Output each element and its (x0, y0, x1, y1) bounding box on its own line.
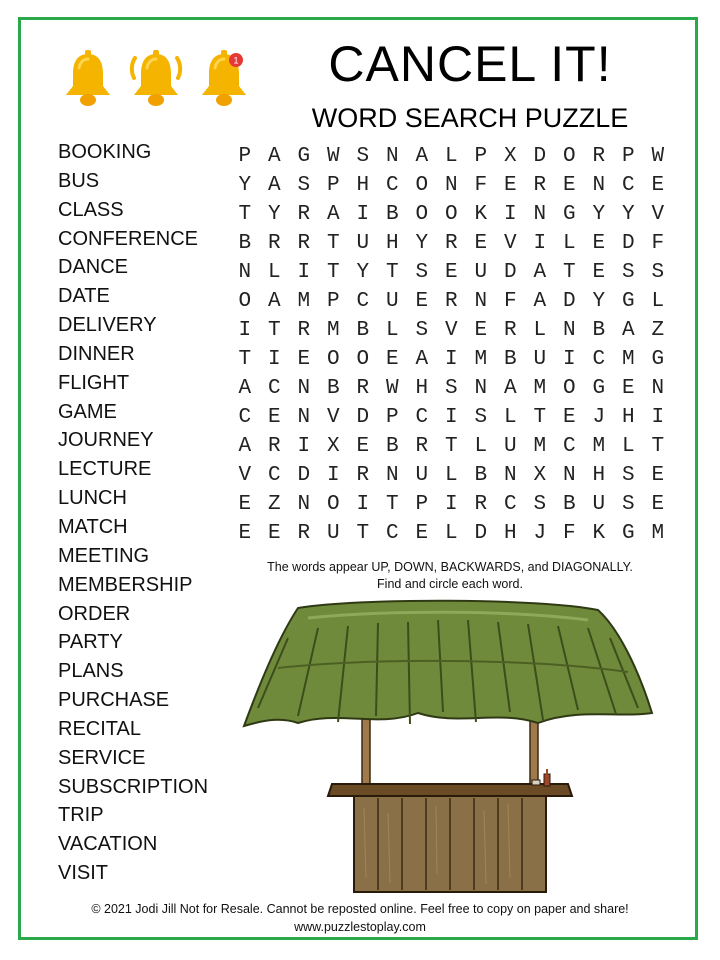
grid-letter[interactable]: Y (238, 174, 252, 197)
grid-letter[interactable]: A (621, 319, 635, 342)
grid-letter[interactable]: L (444, 464, 458, 487)
grid-letter[interactable]: N (297, 377, 311, 400)
grid-letter[interactable]: T (444, 435, 458, 458)
grid-letter[interactable]: I (356, 203, 370, 226)
grid-letter[interactable]: G (592, 377, 606, 400)
grid-letter[interactable]: M (474, 348, 488, 371)
grid-letter[interactable]: D (533, 145, 547, 168)
grid-letter[interactable]: U (385, 290, 399, 313)
grid-letter[interactable]: R (474, 493, 488, 516)
grid-letter[interactable]: Y (592, 290, 606, 313)
grid-letter[interactable]: P (621, 145, 635, 168)
grid-letter[interactable]: M (533, 435, 547, 458)
grid-letter[interactable]: F (651, 232, 665, 255)
grid-letter[interactable]: V (503, 232, 517, 255)
grid-row (230, 403, 673, 432)
copyright-text: © 2021 Jodi Jill Not for Resale. Cannot be reposted online. Feel free to copy on paper and share! (91, 902, 629, 916)
word-list-item: LECTURE (58, 458, 152, 481)
instructions-line-1: The words appear UP, DOWN, BACKWARDS, and DIAGONALLY. (267, 560, 633, 574)
grid-letter[interactable]: O (562, 377, 576, 400)
grid-letter[interactable]: A (267, 290, 281, 313)
grid-letter[interactable]: O (444, 203, 458, 226)
grid-letter[interactable]: A (238, 377, 252, 400)
grid-letter[interactable]: Y (415, 232, 429, 255)
grid-letter[interactable]: E (651, 493, 665, 516)
grid-letter[interactable]: W (326, 145, 340, 168)
grid-letter[interactable]: F (503, 290, 517, 313)
grid-letter[interactable]: T (238, 203, 252, 226)
grid-letter[interactable]: I (297, 261, 311, 284)
grid-letter[interactable]: T (356, 522, 370, 545)
grid-letter[interactable]: S (415, 319, 429, 342)
grid-letter[interactable]: S (651, 261, 665, 284)
grid-row (230, 200, 673, 229)
grid-letter[interactable]: E (267, 406, 281, 429)
grid-letter[interactable]: E (651, 174, 665, 197)
grid-letter[interactable]: A (533, 290, 547, 313)
grid-letter[interactable]: E (474, 232, 488, 255)
grid-letter[interactable]: U (415, 464, 429, 487)
grid-letter[interactable]: I (356, 493, 370, 516)
grid-letter[interactable]: B (385, 435, 399, 458)
grid-letter[interactable]: H (415, 377, 429, 400)
grid-letter[interactable]: O (326, 493, 340, 516)
grid-letter[interactable]: L (385, 319, 399, 342)
grid-letter[interactable]: N (474, 290, 488, 313)
grid-letter[interactable]: G (651, 348, 665, 371)
grid-letter[interactable]: L (444, 522, 458, 545)
grid-letter[interactable]: E (592, 261, 606, 284)
grid-letter[interactable]: R (267, 435, 281, 458)
grid-letter[interactable]: H (356, 174, 370, 197)
grid-letter[interactable]: A (238, 435, 252, 458)
grid-letter[interactable]: Y (621, 203, 635, 226)
grid-letter[interactable]: A (326, 203, 340, 226)
word-list-item: GAME (58, 400, 117, 423)
word-list-item: BOOKING (58, 141, 152, 163)
grid-letter[interactable]: J (592, 406, 606, 429)
word-list-item: ORDER (58, 602, 131, 625)
grid-letter[interactable]: S (533, 493, 547, 516)
grid-letter[interactable]: C (592, 348, 606, 371)
grid-letter[interactable]: N (297, 406, 311, 429)
grid-letter[interactable]: M (533, 377, 547, 400)
grid-row (230, 461, 673, 490)
grid-letter[interactable]: C (503, 493, 517, 516)
grid-letter[interactable]: A (415, 145, 429, 168)
grid-letter[interactable]: C (385, 174, 399, 197)
grid-letter[interactable]: R (356, 377, 370, 400)
grid-letter[interactable]: G (297, 145, 311, 168)
grid-letter[interactable]: G (562, 203, 576, 226)
grid-letter[interactable]: R (503, 319, 517, 342)
grid-letter[interactable]: A (503, 377, 517, 400)
grid-letter[interactable]: O (415, 174, 429, 197)
grid-letter[interactable]: T (238, 348, 252, 371)
grid-row (230, 316, 673, 345)
grid-letter[interactable]: B (238, 232, 252, 255)
grid-letter[interactable]: N (651, 377, 665, 400)
grid-letter[interactable]: Y (356, 261, 370, 284)
grid-letter[interactable]: Z (651, 319, 665, 342)
grid-row (230, 142, 673, 171)
grid-letter[interactable]: L (651, 290, 665, 313)
grid-letter[interactable]: R (297, 522, 311, 545)
grid-letter[interactable]: N (297, 493, 311, 516)
grid-letter[interactable]: G (621, 290, 635, 313)
grid-letter[interactable]: E (651, 464, 665, 487)
grid-letter[interactable]: D (474, 522, 488, 545)
grid-letter[interactable]: S (474, 406, 488, 429)
grid-letter[interactable]: R (444, 232, 458, 255)
grid-letter[interactable]: R (356, 464, 370, 487)
word-list-item: PARTY (58, 631, 123, 654)
grid-letter[interactable]: B (474, 464, 488, 487)
tiki-bar-icon (238, 598, 658, 898)
grid-letter[interactable]: A (267, 145, 281, 168)
grid-letter[interactable]: T (562, 261, 576, 284)
grid-letter[interactable]: E (621, 377, 635, 400)
grid-letter[interactable]: N (385, 145, 399, 168)
grid-letter[interactable]: D (562, 290, 576, 313)
grid-letter[interactable]: E (385, 348, 399, 371)
letter-grid (230, 142, 673, 548)
grid-letter[interactable]: E (267, 522, 281, 545)
grid-row (230, 229, 673, 258)
grid-letter[interactable]: M (297, 290, 311, 313)
word-list-item: DANCE (58, 256, 129, 279)
grid-letter[interactable]: P (385, 406, 399, 429)
grid-letter[interactable]: A (267, 174, 281, 197)
grid-letter[interactable]: N (385, 464, 399, 487)
grid-letter[interactable]: I (444, 493, 458, 516)
grid-letter[interactable]: C (415, 406, 429, 429)
grid-letter[interactable]: I (326, 464, 340, 487)
grid-letter[interactable]: L (562, 232, 576, 255)
bell-icons (60, 48, 260, 108)
grid-letter[interactable]: I (651, 406, 665, 429)
grid-letter[interactable]: N (474, 377, 488, 400)
grid-letter[interactable]: P (326, 174, 340, 197)
word-list-item: LUNCH (58, 487, 127, 510)
grid-row (230, 345, 673, 374)
word-list-item: PLANS (58, 660, 124, 683)
grid-letter[interactable]: D (297, 464, 311, 487)
word-list-item: SUBSCRIPTION (58, 775, 209, 798)
bell-icon (60, 48, 116, 108)
grid-letter[interactable]: R (267, 232, 281, 255)
grid-letter[interactable]: G (621, 522, 635, 545)
grid-letter[interactable]: M (326, 319, 340, 342)
grid-letter[interactable]: L (444, 145, 458, 168)
word-list-item: MEETING (58, 544, 150, 567)
grid-letter[interactable]: T (651, 435, 665, 458)
grid-letter[interactable]: E (297, 348, 311, 371)
bell-with-badge-icon (196, 48, 252, 108)
grid-letter[interactable]: I (503, 203, 517, 226)
grid-letter[interactable]: H (503, 522, 517, 545)
grid-letter[interactable]: E (415, 522, 429, 545)
grid-letter[interactable]: S (621, 493, 635, 516)
grid-letter[interactable]: E (238, 522, 252, 545)
grid-letter[interactable]: N (562, 319, 576, 342)
grid-letter[interactable]: L (474, 435, 488, 458)
grid-letter[interactable]: I (444, 406, 458, 429)
grid-letter[interactable]: H (621, 406, 635, 429)
grid-letter[interactable]: I (444, 348, 458, 371)
grid-letter[interactable]: L (503, 406, 517, 429)
grid-letter[interactable]: P (415, 493, 429, 516)
grid-letter[interactable]: U (503, 435, 517, 458)
grid-letter[interactable]: S (444, 377, 458, 400)
grid-letter[interactable]: O (356, 348, 370, 371)
word-list-item: CONFERENCE (58, 227, 199, 250)
grid-row (230, 432, 673, 461)
grid-row (230, 258, 673, 287)
grid-letter[interactable]: X (503, 145, 517, 168)
grid-letter[interactable]: I (533, 232, 547, 255)
grid-letter[interactable]: I (238, 319, 252, 342)
grid-letter[interactable]: O (238, 290, 252, 313)
word-list-item: PURCHASE (58, 689, 170, 712)
grid-letter[interactable]: S (356, 145, 370, 168)
grid-letter[interactable]: X (533, 464, 547, 487)
grid-letter[interactable]: F (474, 174, 488, 197)
grid-letter[interactable]: E (238, 493, 252, 516)
grid-letter[interactable]: C (621, 174, 635, 197)
grid-letter[interactable]: C (267, 377, 281, 400)
word-list-item: DATE (58, 285, 110, 308)
grid-row (230, 287, 673, 316)
grid-letter[interactable]: E (503, 174, 517, 197)
word-list-item: VACATION (58, 833, 158, 856)
grid-letter[interactable]: N (533, 203, 547, 226)
grid-letter[interactable]: Y (592, 203, 606, 226)
grid-letter[interactable]: R (533, 174, 547, 197)
grid-letter[interactable]: R (297, 203, 311, 226)
grid-letter[interactable]: O (562, 145, 576, 168)
word-list-item: SERVICE (58, 746, 146, 769)
grid-letter[interactable]: V (326, 406, 340, 429)
grid-letter[interactable]: X (326, 435, 340, 458)
grid-letter[interactable]: W (651, 145, 665, 168)
grid-letter[interactable]: L (267, 261, 281, 284)
grid-letter[interactable]: I (297, 435, 311, 458)
grid-letter[interactable]: T (385, 493, 399, 516)
grid-letter[interactable]: E (592, 232, 606, 255)
word-list-item: DINNER (58, 342, 135, 365)
grid-letter[interactable]: C (385, 522, 399, 545)
grid-letter[interactable]: U (356, 232, 370, 255)
grid-letter[interactable]: H (385, 232, 399, 255)
grid-letter[interactable]: B (385, 203, 399, 226)
grid-letter[interactable]: T (326, 232, 340, 255)
grid-letter[interactable]: A (533, 261, 547, 284)
word-list-item: JOURNEY (58, 429, 154, 452)
grid-letter[interactable]: D (503, 261, 517, 284)
word-list-item: VISIT (58, 862, 109, 885)
grid-letter[interactable]: D (356, 406, 370, 429)
grid-letter[interactable]: R (444, 290, 458, 313)
grid-letter[interactable]: U (474, 261, 488, 284)
grid-letter[interactable]: E (415, 290, 429, 313)
grid-letter[interactable]: W (385, 377, 399, 400)
grid-letter[interactable]: N (562, 464, 576, 487)
grid-letter[interactable]: Z (267, 493, 281, 516)
grid-letter[interactable]: J (533, 522, 547, 545)
grid-letter[interactable]: B (326, 377, 340, 400)
grid-letter[interactable]: N (444, 174, 458, 197)
grid-row (230, 374, 673, 403)
grid-letter[interactable]: E (562, 406, 576, 429)
grid-letter[interactable]: V (651, 203, 665, 226)
footer (18, 900, 702, 936)
grid-letter[interactable]: N (592, 174, 606, 197)
grid-letter[interactable]: V (444, 319, 458, 342)
word-list-item: FLIGHT (58, 371, 130, 394)
grid-letter[interactable]: U (592, 493, 606, 516)
grid-letter[interactable]: O (326, 348, 340, 371)
grid-letter[interactable]: T (385, 261, 399, 284)
grid-letter[interactable]: P (326, 290, 340, 313)
grid-letter[interactable]: R (297, 319, 311, 342)
grid-letter[interactable]: C (562, 435, 576, 458)
grid-letter[interactable]: K (592, 522, 606, 545)
grid-letter[interactable]: S (621, 464, 635, 487)
grid-letter[interactable]: B (503, 348, 517, 371)
grid-letter[interactable]: B (592, 319, 606, 342)
instructions-line-2: Find and circle each word. (377, 577, 523, 591)
page-title: CANCEL IT! (328, 36, 612, 92)
grid-letter[interactable]: T (533, 406, 547, 429)
grid-letter[interactable]: E (444, 261, 458, 284)
grid-letter[interactable]: C (356, 290, 370, 313)
word-list-item: DELIVERY (58, 314, 157, 337)
grid-letter[interactable]: V (238, 464, 252, 487)
grid-letter[interactable]: E (474, 319, 488, 342)
grid-letter[interactable]: O (415, 203, 429, 226)
grid-letter[interactable]: C (267, 464, 281, 487)
website-link[interactable]: www.puzzlestoplay.com (294, 920, 426, 934)
grid-letter[interactable]: M (651, 522, 665, 545)
grid-letter[interactable]: B (562, 493, 576, 516)
grid-row (230, 519, 673, 548)
grid-letter[interactable]: D (621, 232, 635, 255)
grid-letter[interactable]: Y (267, 203, 281, 226)
grid-letter[interactable]: B (356, 319, 370, 342)
grid-letter[interactable]: R (297, 232, 311, 255)
grid-letter[interactable]: K (474, 203, 488, 226)
grid-letter[interactable]: R (592, 145, 606, 168)
grid-letter[interactable]: U (326, 522, 340, 545)
grid-row (230, 490, 673, 519)
grid-letter[interactable]: N (238, 261, 252, 284)
grid-letter[interactable]: N (503, 464, 517, 487)
grid-letter[interactable]: L (533, 319, 547, 342)
grid-letter[interactable]: S (297, 174, 311, 197)
grid-letter[interactable]: R (415, 435, 429, 458)
grid-letter[interactable]: E (562, 174, 576, 197)
word-list-item: TRIP (58, 804, 104, 827)
instructions (240, 559, 660, 593)
word-list-item: BUS (58, 169, 100, 192)
grid-letter[interactable]: H (592, 464, 606, 487)
ringing-bell-icon (128, 48, 184, 108)
grid-letter[interactable]: S (621, 261, 635, 284)
grid-letter[interactable]: M (621, 348, 635, 371)
grid-letter[interactable]: I (562, 348, 576, 371)
grid-letter[interactable]: S (415, 261, 429, 284)
page-subtitle: WORD SEARCH PUZZLE (311, 103, 629, 133)
grid-letter[interactable]: U (533, 348, 547, 371)
grid-letter[interactable]: P (238, 145, 252, 168)
word-list-item: CLASS (58, 198, 124, 221)
word-list-item: RECITAL (58, 717, 141, 740)
word-list (58, 138, 228, 888)
word-list-item: MATCH (58, 515, 128, 538)
grid-letter[interactable]: F (562, 522, 576, 545)
notification-badge: 1 (233, 55, 239, 66)
grid-letter[interactable]: T (267, 319, 281, 342)
grid-letter[interactable]: A (415, 348, 429, 371)
word-list-item: MEMBERSHIP (58, 573, 193, 596)
grid-row (230, 171, 673, 200)
grid-letter[interactable]: C (238, 406, 252, 429)
grid-letter[interactable]: T (326, 261, 340, 284)
grid-letter[interactable]: I (267, 348, 281, 371)
grid-letter[interactable]: E (356, 435, 370, 458)
grid-letter[interactable]: P (474, 145, 488, 168)
grid-letter[interactable]: L (621, 435, 635, 458)
grid-letter[interactable]: M (592, 435, 606, 458)
